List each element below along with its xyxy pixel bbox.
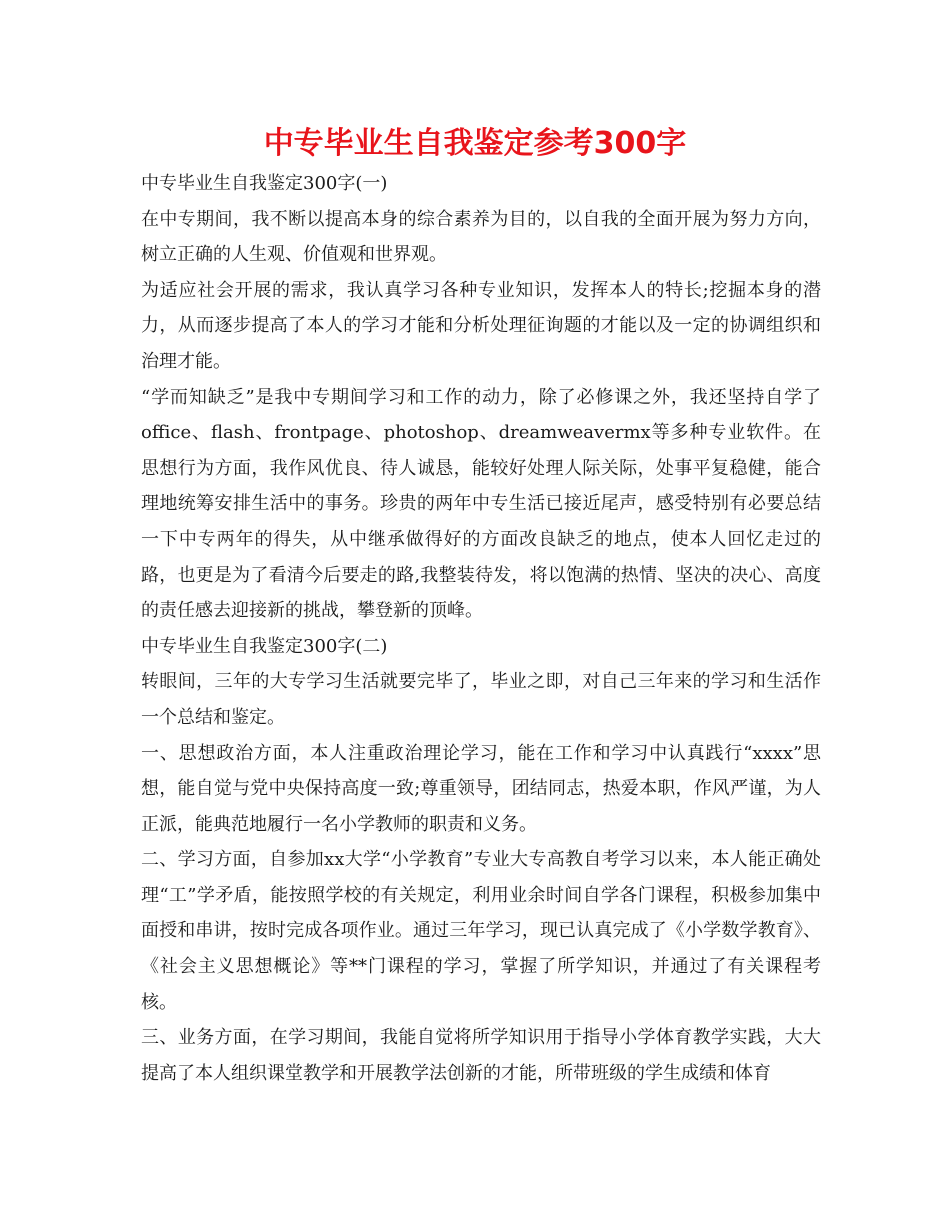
paragraph: 在中专期间，我不断以提高本身的综合素养为目的，以自我的全面开展为努力方向，树立正确的人生观、价值观和世界观。 bbox=[141, 208, 821, 266]
paragraph: 一、思想政治方面，本人注重政治理论学习，能在工作和学习中认真践行“xxxx”思想，能自觉与党中央保持高度一致;尊重领导，团结同志，热爱本职，作风严谨，为人正派，能典范地履行一名小学教师的职责和义务。 bbox=[141, 742, 821, 835]
section-heading-1: 中专毕业生自我鉴定300字(一) bbox=[141, 173, 388, 194]
document-body bbox=[141, 166, 821, 1091]
paragraph: 为适应社会开展的需求，我认真学习各种专业知识，发挥本人的特长;挖掘本身的潜力，从而逐步提高了本人的学习才能和分析处理征询题的才能以及一定的协调组织和治理才能。 bbox=[141, 279, 821, 372]
paragraph: 转眼间，三年的大专学习生活就要完毕了，毕业之即，对自己三年来的学习和生活作一个总结和鉴定。 bbox=[141, 671, 821, 728]
paragraph: “学而知缺乏”是我中专期间学习和工作的动力，除了必修课之外，我还坚持自学了office、flash、frontpage、photoshop、dreamweavermx等多种专业软件。在思想行为方面，我作风优良、待人诚恳，能较好处理人际关际，处事平复稳健，能合理地统筹安排生活中的事务。珍贵的两年中专生活已接近尾声，感受特别有必要总结一下中专两年的得失，从中继承做得好的方面改良缺乏的地点，使本人回忆走过的路，也更是为了看清今后要走的路,我整装待发，将以饱满的热情、坚决的决心、高度的责任感去迎接新的挑战，攀登新的顶峰。 bbox=[141, 386, 821, 622]
paragraph: 二、学习方面，自参加xx大学“小学教育”专业大专高教自考学习以来，本人能正确处理“工”学矛盾，能按照学校的有关规定，利用业余时间自学各门课程，积极参加集中面授和串讲，按时完成各项作业。通过三年学习，现已认真完成了《小学数学教育》、《社会主义思想概论》等**门课程的学习，掌握了所学知识，并通过了有关课程考核。 bbox=[141, 849, 821, 1013]
section-heading-2: 中专毕业生自我鉴定300字(二) bbox=[141, 635, 388, 657]
paragraph: 三、业务方面，在学习期间，我能自觉将所学知识用于指导小学体育教学实践，大大提高了本人组织课堂教学和开展教学法创新的才能，所带班级的学生成绩和体育 bbox=[141, 1027, 821, 1084]
document-title: 中专毕业生自我鉴定参考300字 bbox=[263, 126, 687, 161]
